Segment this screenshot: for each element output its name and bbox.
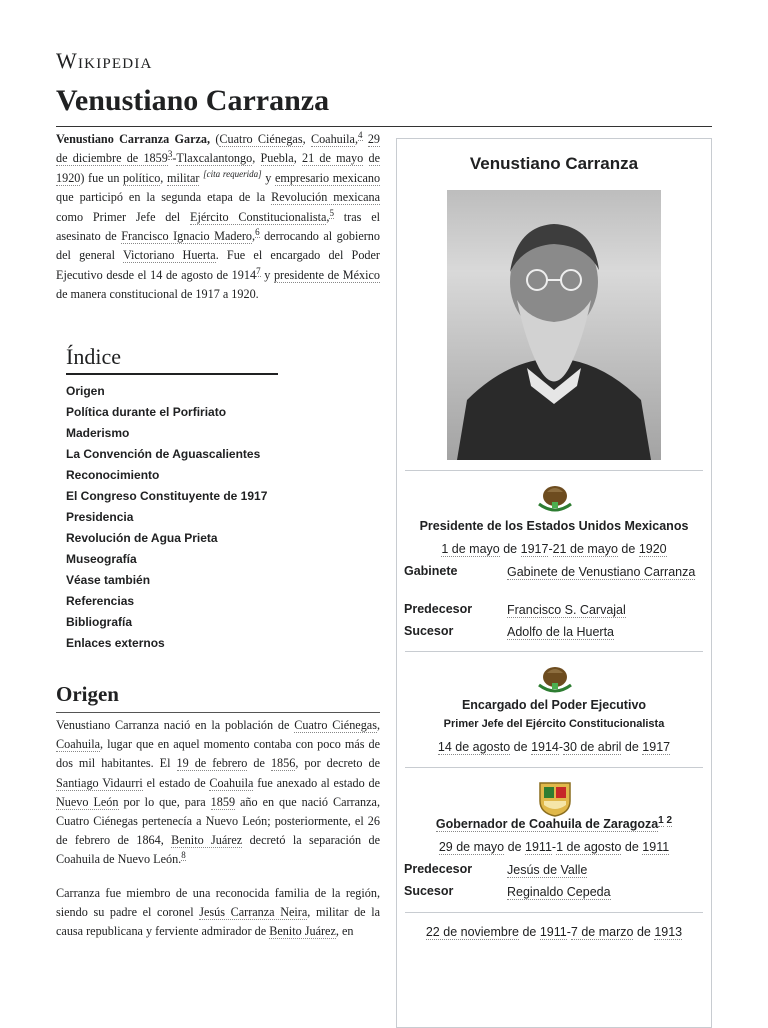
link-term-year[interactable]: 1911 [642, 840, 670, 854]
infobox-divider [405, 767, 703, 768]
subject-name: Venustiano Carranza Garza, [56, 132, 211, 146]
infobox-label: Predecesor [404, 862, 473, 876]
origen-paragraph-1: Venustiano Carranza nació en la población de Cuatro Ciénegas, Coahuila, lugar que en aquel momento contaba con poco más de dos mil habitantes. El 19 de febrero de 1856, por decreto de Santiago Vidaurri el estado de Coahuila fue anexado al estado de Nuevo León por lo que, para 1859 año en que nació Carranza, Cuatro Ciénegas pertenecía a Nuevo León; posteriormente, el 26 de febrero de 1864, Benito Juárez decretó la separación de Coahuila de Nuevo León.$^8$ [56, 718, 381, 867]
infobox-label: Predecesor [404, 602, 473, 616]
link-term-date[interactable]: 29 de mayo [438, 840, 505, 854]
link-term-date[interactable]: 30 de abril [563, 740, 622, 754]
table-of-contents [66, 344, 278, 654]
link-gobernador[interactable]: Gobernador de Coahuila de Zaragoza [435, 817, 659, 831]
link-coahuila[interactable]: Coahuila [56, 737, 101, 752]
infobox-value-link[interactable]: Jesús de Valle [507, 863, 588, 877]
ref-1[interactable]: 1 [658, 814, 664, 826]
ref-5[interactable]: 5 [329, 207, 334, 218]
link-cuatro-cienegas[interactable]: Cuatro Ciénegas [219, 132, 303, 146]
lead-text: que participó en la segunda etapa de la [56, 190, 266, 205]
office-subheading[interactable]: Primer Jefe del Ejército Constitucionalista [443, 718, 665, 730]
portrait-photo[interactable] [447, 190, 661, 460]
toc-item[interactable]: Maderismo [66, 426, 130, 440]
link-presidente[interactable]: presidente de México [273, 267, 381, 282]
link-term-year[interactable]: 1914 [531, 740, 559, 754]
link-term-date[interactable]: 1 de mayo [441, 542, 500, 556]
link-cuatro-cienegas[interactable]: Cuatro Ciénegas [294, 718, 377, 732]
section-heading-origen: Origen [56, 682, 380, 713]
link-term-date[interactable]: 1 de agosto [556, 840, 622, 854]
ref-3[interactable]: 3 [167, 149, 173, 160]
link-jesus-carranza[interactable]: Jesús Carranza Neira [199, 905, 308, 920]
link-puebla[interactable]: Puebla [260, 151, 294, 166]
lead-text: tras el asesinato de [56, 209, 380, 244]
toc-list [66, 381, 278, 654]
link-politico[interactable]: político [123, 170, 161, 185]
link-term-year[interactable]: 1917 [520, 542, 549, 556]
lead-text: derrocando al gobierno del general [56, 229, 380, 263]
lead-paragraph: Venustiano Carranza Garza, (Cuatro Ciénegas, Coahuila,$^4$ 29 de diciembre de 1859$^3$-Tlaxcalantongo, Puebla, 21 de mayo de 1920) fue un político, militar [cita requerida] y empresario mexicano que participó en la segunda etapa de la Revolución mexicana como Primer Jefe del Ejército Constitucionalista,$^5$ tras el asesinato de Francisco Ignacio Madero,$^6$ derrocando al gobierno del general Victoriano Huerta. Fue el encargado del Poder Ejecutivo desde el 14 de agosto de 1914$^7$ y presidente de México de manera constitucional de 1917 a 1920. [56, 129, 381, 302]
lead-text: . Fue el encargado del Poder Ejecutivo desde el 14 de agosto de 1914 [56, 248, 380, 282]
coahuila-coat-of-arms-icon [537, 779, 573, 817]
link-1859[interactable]: 1859 [210, 794, 236, 809]
link-coahuila[interactable]: Coahuila [310, 132, 355, 146]
ref-2[interactable]: 2 [666, 814, 673, 826]
ref-7[interactable]: 7 [256, 265, 261, 276]
office-heading-presidente[interactable]: Presidente de los Estados Unidos Mexicanos [419, 519, 689, 533]
infobox-label: Sucesor [404, 884, 454, 898]
link-coahuila[interactable]: Coahuila [209, 775, 254, 790]
link-militar[interactable]: militar [166, 170, 200, 185]
link-term-date[interactable]: 14 de agosto [437, 740, 511, 754]
infobox-divider [405, 470, 703, 471]
lead-text: y [264, 267, 271, 282]
toc-item[interactable]: Política durante el Porfiriato [66, 405, 227, 419]
link-term-date[interactable]: 22 de noviembre [425, 925, 519, 939]
lead-text: como Primer Jefe del [56, 209, 181, 224]
link-term-date[interactable]: 21 de mayo [552, 542, 618, 556]
link-tlaxcalantongo[interactable]: Tlaxcalantongo [176, 151, 253, 166]
lead-text: de manera constitucional de 1917 a 1920. [56, 287, 259, 302]
link-vidaurri[interactable]: Santiago Vidaurri [56, 775, 143, 790]
toc-item[interactable]: Reconocimiento [66, 468, 160, 482]
title-divider [56, 126, 712, 127]
toc-item[interactable]: Museografía [66, 552, 137, 566]
link-huerta[interactable]: Victoriano Huerta [122, 248, 216, 263]
link-term-year[interactable]: 1911 [525, 840, 552, 854]
infobox-divider [405, 651, 703, 652]
toc-heading: Índice [66, 344, 278, 375]
link-term-year[interactable]: 1917 [642, 740, 671, 754]
term-dates-encargado: 14 de agosto de 1914-30 de abril de 1917 [437, 740, 671, 754]
toc-item[interactable]: Referencias [66, 594, 135, 608]
wikipedia-wordmark[interactable]: Wikipedia [56, 48, 153, 73]
link-benito-juarez[interactable]: Benito Juárez [171, 833, 243, 848]
link-1856[interactable]: 1856 [270, 756, 296, 771]
office-heading-encargado[interactable]: Encargado del Poder Ejecutivo [461, 698, 647, 712]
ref-6[interactable]: 6 [255, 226, 260, 237]
infobox-label: Gabinete [404, 564, 458, 578]
infobox-title: Venustiano Carranza [469, 154, 639, 173]
office-heading-gobernador [397, 814, 711, 831]
lead-text: y [265, 170, 272, 185]
link-benito-juarez[interactable]: Benito Juárez [269, 924, 336, 939]
link-madero[interactable]: Francisco Ignacio Madero [121, 229, 253, 244]
link-birth-date[interactable]: 29 de diciembre de 1859 [56, 132, 380, 166]
link-death-year[interactable]: de 1920 [56, 151, 381, 185]
toc-item[interactable]: Presidencia [66, 510, 134, 524]
link-revolucion[interactable]: Revolución mexicana [271, 190, 380, 205]
toc-item[interactable]: Revolución de Agua Prieta [66, 531, 218, 545]
toc-item[interactable]: Bibliografía [66, 615, 133, 629]
toc-item[interactable]: El Congreso Constituyente de 1917 [66, 489, 268, 503]
term-dates-gobernador-2: 22 de noviembre de 1911-7 de marzo de 1913 [425, 925, 683, 939]
toc-item[interactable]: La Convención de Aguascalientes [66, 447, 261, 461]
link-death-date[interactable]: 21 de mayo [301, 151, 364, 166]
infobox-label: Sucesor [404, 624, 454, 638]
link-term-year[interactable]: 1913 [654, 925, 683, 939]
term-dates-gobernador: 29 de mayo de 1911-1 de agosto de 1911 [438, 840, 670, 854]
infobox-value-link[interactable]: Gabinete de Venustiano Carranza [507, 565, 696, 579]
link-empresario[interactable]: empresario mexicano [274, 170, 381, 185]
infobox-divider [405, 912, 703, 913]
ref-4[interactable]: 4 [358, 129, 363, 140]
mexico-coat-of-arms-icon [535, 663, 575, 697]
toc-item[interactable]: Véase también [66, 573, 151, 587]
citation-needed[interactable]: [cita requerida] [203, 168, 262, 179]
link-term-year[interactable]: 1920 [638, 542, 667, 556]
mexico-coat-of-arms-icon [535, 482, 575, 516]
link-term-year[interactable]: 1911 [539, 925, 567, 939]
link-term-date[interactable]: 7 de marzo [570, 925, 634, 939]
origen-paragraph-2: Carranza fue miembro de una reconocida familia de la región, siendo su padre el coronel Jesús Carranza Neira, militar de la causa republicana y ferviente admirador de Benito Juárez, en [56, 886, 381, 939]
infobox [396, 138, 712, 1028]
page-title: Venustiano Carranza [56, 84, 330, 117]
infobox-value-link[interactable]: Reginaldo Cepeda [507, 885, 611, 899]
link-ejercito[interactable]: Ejército Constitucionalista [190, 209, 327, 224]
link-19-febrero[interactable]: 19 de febrero [176, 756, 248, 771]
link-nuevo-leon[interactable]: Nuevo León [56, 794, 119, 809]
toc-item[interactable]: Enlaces externos [66, 636, 165, 650]
ref-8[interactable]: 8 [181, 850, 186, 861]
toc-item[interactable]: Origen [66, 384, 105, 398]
term-dates-presidente: 1 de mayo de 1917-21 de mayo de 1920 [441, 542, 667, 556]
infobox-value-link[interactable]: Adolfo de la Huerta [507, 625, 615, 639]
infobox-value-link[interactable]: Francisco S. Carvajal [507, 603, 626, 617]
lead-text: fue un [88, 170, 120, 185]
